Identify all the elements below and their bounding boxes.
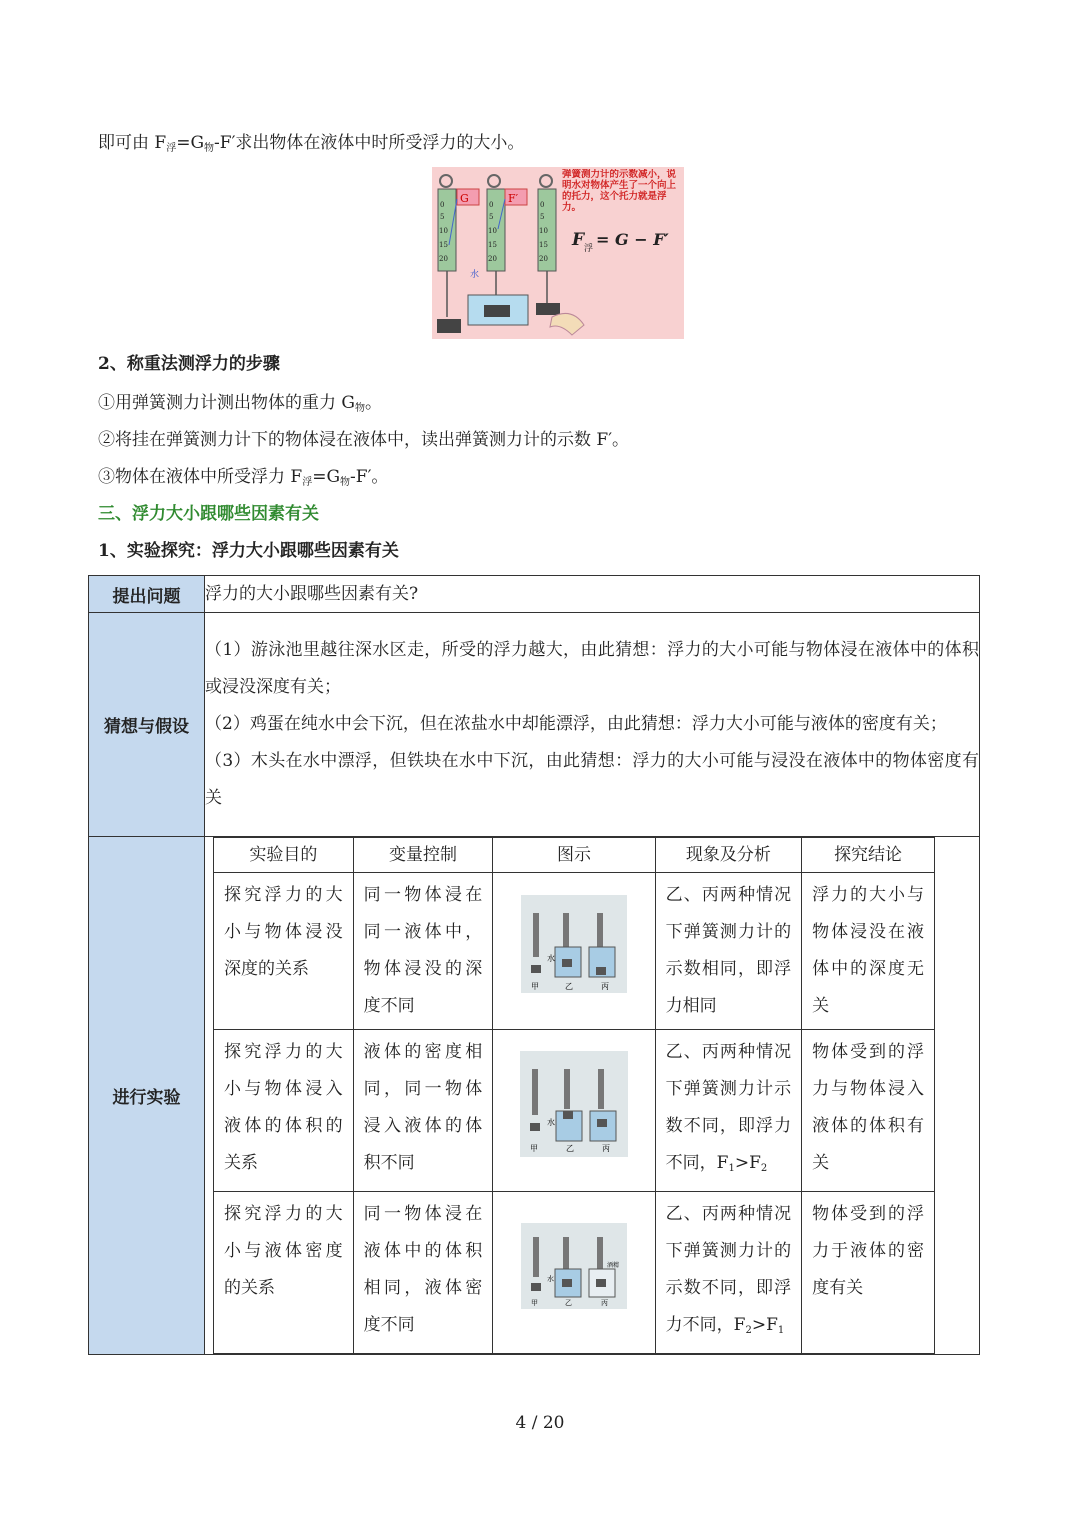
exp3-analysis bbox=[655, 1192, 801, 1354]
guess-1: （1）游泳池里越往深水区走，所受的浮力越大，由此猜想：浮力的大小可能与物体浸在液体中的体积或浸没深度有关； bbox=[205, 640, 979, 697]
exp1-purpose: 探究浮力的大小与物体浸没深度的关系 bbox=[214, 873, 354, 1030]
step3-text-1: ③物体在液体中所受浮力 F bbox=[98, 467, 303, 487]
col-control: 变量控制 bbox=[353, 838, 493, 873]
tag-g: G bbox=[460, 192, 469, 205]
col-purpose: 实验目的 bbox=[214, 838, 354, 873]
section2-title: 2、称重法测浮力的步骤 bbox=[98, 354, 280, 374]
exp1-label-b: 乙 bbox=[564, 982, 573, 991]
exp2-analysis-sub2: 2 bbox=[760, 1163, 768, 1174]
exp1-label-c: 丙 bbox=[600, 982, 609, 991]
experiment-cell bbox=[205, 837, 980, 1355]
exp1-label-a: 甲 bbox=[530, 982, 539, 991]
row-header-experiment: 进行实验 bbox=[89, 837, 205, 1355]
exp3-label-a: 甲 bbox=[530, 1298, 538, 1307]
exp2-label-a: 甲 bbox=[529, 1143, 538, 1153]
row-header-hypothesis: 猜想与假设 bbox=[89, 613, 205, 837]
question-cell: 浮力的大小跟哪些因素有关? bbox=[205, 576, 980, 613]
table-row bbox=[214, 873, 935, 1030]
svg-text:0: 0 bbox=[440, 201, 445, 209]
exp3-conclusion: 物体受到的浮力于液体的密度有关 bbox=[802, 1192, 935, 1354]
exp2-illustration bbox=[520, 1051, 628, 1157]
figure-note: 弹簧测力计的示数减小，说明水对物体产生了一个向上的托力，这个托力就是浮力。 bbox=[562, 169, 677, 213]
spring-balance-figure bbox=[432, 167, 684, 339]
exp3-purpose: 探究浮力的大小与液体密度的关系 bbox=[214, 1192, 354, 1354]
step-1 bbox=[98, 391, 382, 421]
svg-text:20: 20 bbox=[488, 255, 497, 263]
section3-heading: 三、浮力大小跟哪些因素有关 bbox=[98, 504, 319, 524]
svg-text:0: 0 bbox=[489, 201, 494, 209]
svg-text:5: 5 bbox=[489, 213, 494, 221]
exp3-label-b: 乙 bbox=[564, 1298, 572, 1307]
formula-rhs: = G − F′ bbox=[596, 230, 669, 249]
exp2-label-b: 乙 bbox=[565, 1143, 574, 1153]
guess-3: （3）木头在水中漂浮，但铁块在水中下沉，由此猜想：浮力的大小可能与浸没在液体中的物体密度有关 bbox=[205, 751, 979, 808]
intro-line bbox=[98, 131, 524, 161]
step1-text: ①用弹簧测力计测出物体的重力 G bbox=[98, 393, 355, 413]
formula-f: F bbox=[572, 230, 585, 250]
col-analysis: 现象及分析 bbox=[655, 838, 801, 873]
exp2-control: 液体的密度相同，同一物体浸入液体的体积不同 bbox=[353, 1030, 493, 1192]
exp2-label-c: 丙 bbox=[601, 1143, 610, 1153]
exp3-analysis-sub2: 1 bbox=[777, 1325, 785, 1336]
exp1-conclusion: 浮力的大小与物体浸没在液体中的深度无关 bbox=[802, 873, 935, 1030]
svg-text:0: 0 bbox=[540, 201, 545, 209]
experiment-subtable bbox=[213, 837, 935, 1354]
svg-text:5: 5 bbox=[540, 213, 545, 221]
exp3-analysis-sub1: 2 bbox=[745, 1325, 752, 1336]
exp3-figure bbox=[493, 1192, 655, 1354]
hypothesis-cell bbox=[205, 613, 980, 837]
step1-sub: 物 bbox=[354, 403, 365, 414]
step3-text-3: -F′。 bbox=[350, 467, 389, 487]
exp3-label-c: 丙 bbox=[600, 1298, 608, 1307]
table-row bbox=[214, 1192, 935, 1354]
svg-text:5: 5 bbox=[440, 213, 445, 221]
exp3-liquid: 水 bbox=[546, 1274, 554, 1283]
svg-text:15: 15 bbox=[539, 241, 548, 249]
spring-balance-illustration bbox=[432, 167, 684, 339]
svg-text:20: 20 bbox=[439, 255, 448, 263]
exp3-illustration bbox=[521, 1223, 627, 1309]
exp3-analysis-gt: >F bbox=[751, 1315, 778, 1335]
intro-sub-1: 浮 bbox=[166, 143, 177, 154]
col-conclusion: 探究结论 bbox=[802, 838, 935, 873]
step-3 bbox=[98, 465, 388, 495]
exp2-figure bbox=[493, 1030, 655, 1192]
svg-text:10: 10 bbox=[488, 227, 497, 235]
exp1-liquid: 水 bbox=[546, 954, 555, 963]
exp3-control: 同一物体浸在液体中的体积相同，液体密度不同 bbox=[353, 1192, 493, 1354]
step1-end: 。 bbox=[364, 393, 382, 413]
svg-text:10: 10 bbox=[439, 227, 448, 235]
exp2-conclusion: 物体受到的浮力与物体浸入液体的体积有关 bbox=[802, 1030, 935, 1192]
exp3-liquid2: 酒精 bbox=[606, 1261, 619, 1269]
exp2-analysis-gt: >F bbox=[734, 1153, 761, 1173]
svg-text:10: 10 bbox=[539, 227, 548, 235]
exp1-illustration bbox=[521, 895, 627, 993]
step3-text-2: =G bbox=[312, 467, 341, 487]
formula-sub: 浮 bbox=[584, 244, 594, 254]
row-header-question: 提出问题 bbox=[89, 576, 205, 613]
intro-text-2: =G bbox=[176, 133, 205, 153]
exp2-liquid: 水 bbox=[546, 1117, 555, 1127]
exp1-analysis: 乙、丙两种情况下弹簧测力计的示数相同，即浮力相同 bbox=[655, 873, 801, 1030]
intro-text-3: -F′求出物体在液体中时所受浮力的大小。 bbox=[214, 133, 525, 153]
experiment-table bbox=[88, 575, 980, 1355]
exp2-analysis-text: 乙、丙两种情况下弹簧测力计示数不同，即浮力不同，F bbox=[665, 1042, 792, 1173]
intro-sub-2: 物 bbox=[204, 143, 215, 154]
svg-text:20: 20 bbox=[539, 255, 548, 263]
step3-sub-2: 物 bbox=[340, 477, 351, 488]
exp2-analysis-sub1: 1 bbox=[728, 1163, 735, 1174]
exp2-purpose: 探究浮力的大小与物体浸入液体的体积的关系 bbox=[214, 1030, 354, 1192]
section3-subheading: 1、实验探究：浮力大小跟哪些因素有关 bbox=[98, 541, 399, 561]
exp3-analysis-text: 乙、丙两种情况下弹簧测力计的示数不同，即浮力不同，F bbox=[665, 1204, 792, 1335]
svg-text:15: 15 bbox=[439, 241, 448, 249]
tag-f-prime: F′ bbox=[508, 192, 519, 205]
intro-text-1: 即可由 F bbox=[98, 133, 167, 153]
water-label: 水 bbox=[470, 270, 480, 280]
guess-2: （2）鸡蛋在纯水中会下沉，但在浓盐水中却能漂浮，由此猜想：浮力大小可能与液体的密度有关； bbox=[205, 714, 947, 734]
page-number: 4 / 20 bbox=[515, 1413, 565, 1433]
exp1-control: 同一物体浸在同一液体中，物体浸没的深度不同 bbox=[353, 873, 493, 1030]
svg-text:15: 15 bbox=[488, 241, 497, 249]
step-2: ②将挂在弹簧测力计下的物体浸在液体中，读出弹簧测力计的示数 F′。 bbox=[98, 430, 630, 450]
table-row bbox=[214, 1030, 935, 1192]
exp2-analysis bbox=[655, 1030, 801, 1192]
col-figure: 图示 bbox=[493, 838, 655, 873]
exp1-figure bbox=[493, 873, 655, 1030]
step3-sub-1: 浮 bbox=[302, 477, 313, 488]
